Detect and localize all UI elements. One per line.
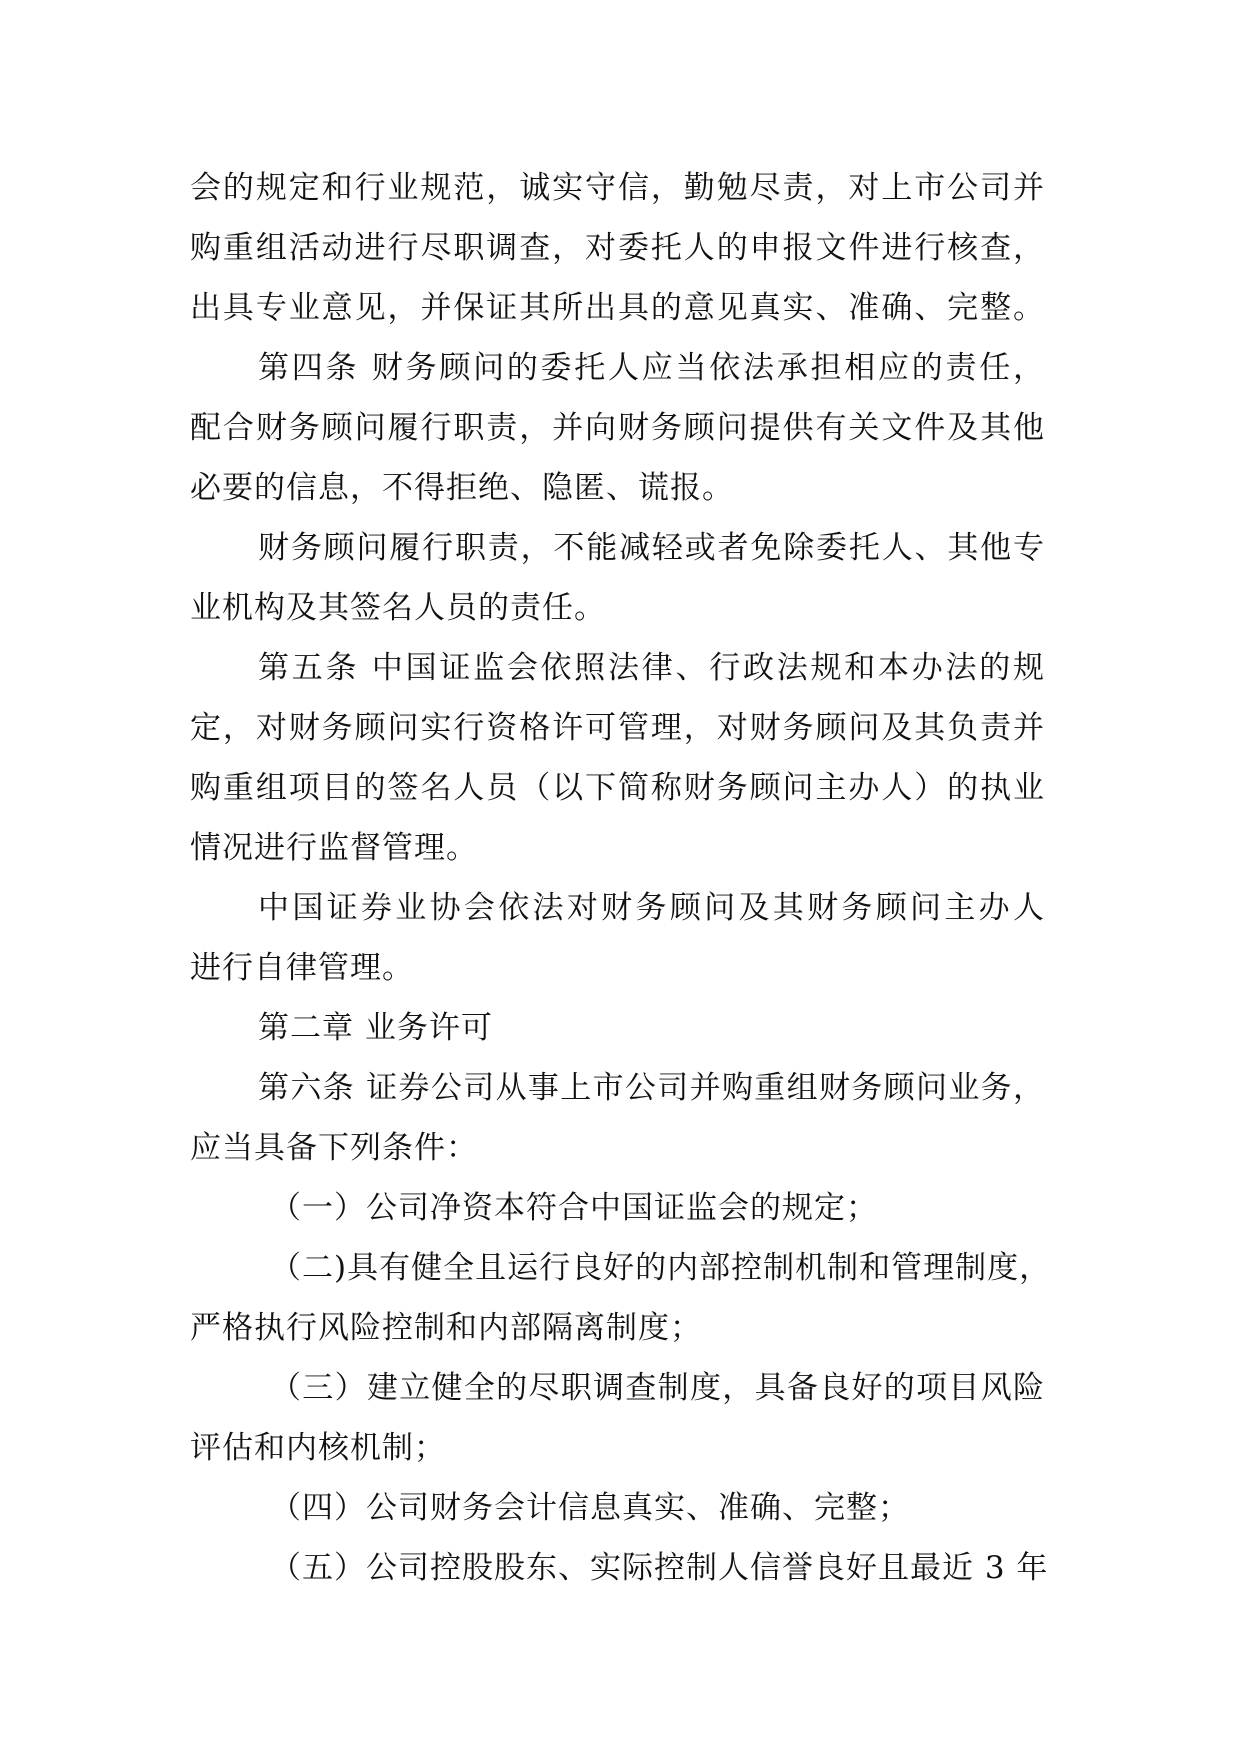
text-line: 购重组活动进行尽职调查，对委托人的申报文件进行核查， xyxy=(190,230,1045,266)
text-line: 业机构及其签名人员的责任。 xyxy=(190,590,606,626)
paragraph-start-line: 中国证券业协会依法对财务顾问及其财务顾问主办人 xyxy=(258,890,1045,926)
condition-item-4: （四）公司财务会计信息真实、准确、完整； xyxy=(270,1490,910,1526)
article-5-heading-line: 第五条 中国证监会依照法律、行政法规和本办法的规 xyxy=(258,650,1045,686)
text-line: 出具专业意见，并保证其所出具的意见真实、准确、完整。 xyxy=(190,290,1045,326)
condition-item-5: （五）公司控股股东、实际控制人信誉良好且最近 3 年 xyxy=(270,1550,1049,1586)
article-4-heading-line: 第四条 财务顾问的委托人应当依法承担相应的责任， xyxy=(258,350,1045,386)
condition-item-1: （一）公司净资本符合中国证监会的规定； xyxy=(270,1190,878,1226)
text-line: 严格执行风险控制和内部隔离制度； xyxy=(190,1310,702,1346)
text-line: 会的规定和行业规范，诚实守信，勤勉尽责，对上市公司并 xyxy=(190,170,1045,206)
chapter-2-heading: 第二章 业务许可 xyxy=(258,1010,493,1046)
text-line: 进行自律管理。 xyxy=(190,950,414,986)
text-line: 配合财务顾问履行职责，并向财务顾问提供有关文件及其他 xyxy=(190,410,1045,446)
condition-item-2: （二)具有健全且运行良好的内部控制机制和管理制度， xyxy=(270,1250,1052,1286)
text-line: 定，对财务顾问实行资格许可管理，对财务顾问及其负责并 xyxy=(190,710,1045,746)
text-line: 应当具备下列条件： xyxy=(190,1130,478,1166)
paragraph-start-line: 财务顾问履行职责，不能减轻或者免除委托人、其他专 xyxy=(258,530,1045,566)
condition-item-3: （三）建立健全的尽职调查制度，具备良好的项目风险 xyxy=(270,1370,1045,1406)
text-line: 情况进行监督管理。 xyxy=(190,830,478,866)
text-line: 购重组项目的签名人员（以下简称财务顾问主办人）的执业 xyxy=(190,770,1045,806)
text-line: 评估和内核机制； xyxy=(190,1430,446,1466)
document-body xyxy=(190,158,1052,1598)
text-line: 必要的信息，不得拒绝、隐匿、谎报。 xyxy=(190,470,734,506)
article-6-heading-line: 第六条 证券公司从事上市公司并购重组财务顾问业务， xyxy=(258,1070,1045,1106)
